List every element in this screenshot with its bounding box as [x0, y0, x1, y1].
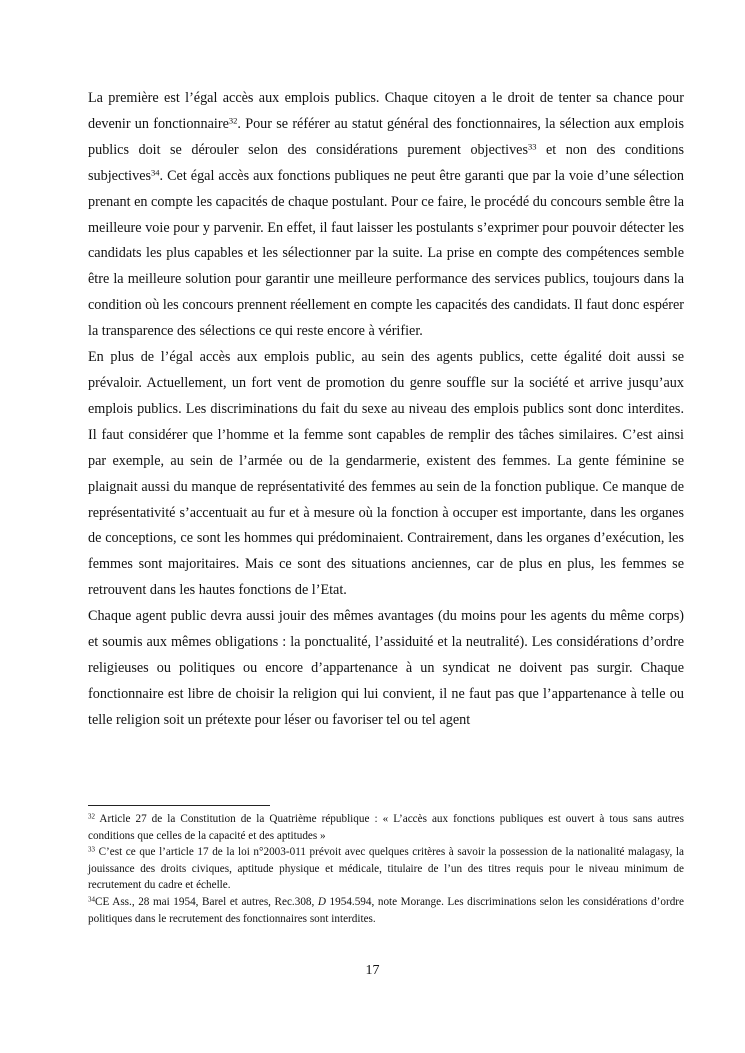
footnote-text-italic: D — [317, 895, 326, 908]
page-number: 17 — [365, 963, 380, 978]
paragraph-1-text-d: . Cet égal accès aux fonctions publiques ne peut être garanti que par la voie d’une sélection prenant en compte les capacités de chaque postulant. Pour ce faire, le procédé du concours semble être la meilleure voie pour y parvenir. En effet, il faut laisser les postulants s’exprimer pour pouvoir détecter les candidats les plus capables et les sélectionner par la suite. La prise en compte des compétences semble être la meilleure solution pour garantir une meilleure performance des services publics, toujours dans la condition où les concours prennent réellement en compte les capacités des candidats. Il faut donc espérer la transparence des sélections ce qui reste encore à vérifier. — [88, 167, 685, 340]
footnote-ref-32[interactable]: 32 — [228, 115, 238, 126]
footnote-ref-33[interactable]: 33 — [527, 141, 537, 152]
paragraph-2: En plus de l’égal accès aux emplois public, au sein des agents publics, cette égalité doit aussi se prévaloir. Actuellement, un fort vent de promotion du genre souffle sur la société et arrive jusqu’aux emplois publics. Les discriminations du fait du sexe au niveau des emplois publics sont donc interdites. Il faut considérer que l’homme et la femme sont capables de remplir des tâches similaires. C’est ainsi par exemple, au sein de l’armée ou de la gendarmerie, existent des femmes. La gente féminine se plaignait aussi du manque de représentativité des femmes au sein de la fonction publique. Ce manque de représentativité s’accentuait au fur et à mesure où la fonction à occuper est importante, dans les organes de conceptions, ce sont les hommes qui prédominaient. Contrairement, dans les organes d’exécution, les femmes sont majoritaires. Mais ce sont des situations anciennes, car de plus en plus, les femmes se retrouvent dans les hautes fonctions de l’Etat. — [88, 349, 684, 599]
paragraph-1-text-a: La première est l’égal accès aux emplois publics. Chaque citoyen a le droit de tenter sa chance pour devenir un fonctionnaire — [88, 90, 684, 132]
paragraph-1-text-c: et non des conditions subjectives — [88, 141, 684, 184]
footnote-33 — [88, 844, 684, 894]
paragraph-3: Chaque agent public devra aussi jouir des mêmes avantages (du moins pour les agents du même corps) et soumis aux mêmes obligations : la ponctualité, l’assiduité et la neutralité). Les considérations d’ordre religieuses ou politiques ou encore d’appartenance à un syndicat ne doivent pas surgir. Chaque fonctionnaire est libre de choisir la religion qui lui convient, il ne faut pas que l’appartenance à telle ou telle religion soit un prétexte pour léser ou favoriser tel ou tel agent — [88, 608, 684, 728]
footnote-separator — [88, 805, 270, 806]
body-text — [88, 86, 684, 734]
footnote-text: C’est ce que l’article 17 de la loi n°2003-011 prévoit avec quelques critères à savoir la possession de la nationalité malagasy, la jouissance des droits civiques, aptitude physique et médicale, titulaire de l’un des titres requis pour le niveau minimum de recrutement du cadre et échelle. — [88, 846, 684, 892]
footnote-number: 32 — [88, 812, 95, 821]
footnotes — [88, 811, 684, 927]
footnote-text-b: 1954.594, note Morange. Les discriminations selon les considérations d’ordre politiques dans le recrutement des fonctionnaires sont interdites. — [88, 895, 684, 925]
footnote-text-a: CE Ass., 28 mai 1954, Barel et autres, Rec.308, — [95, 895, 318, 908]
footnote-text: Article 27 de la Constitution de la Quatrième république : « L’accès aux fonctions publiques est ouvert à tous sans autres conditions que celles de la capacité et des aptitudes » — [88, 813, 684, 842]
footnote-32 — [88, 811, 684, 844]
paragraph-1 — [88, 86, 684, 345]
footnote-ref-34[interactable]: 34 — [151, 167, 160, 178]
footnote-number: 34 — [88, 895, 95, 904]
footnote-number: 33 — [88, 845, 95, 854]
paragraph-1-text-b: . Pour se référer au statut général des fonctionnaires, la sélection aux emplois publics doit se dérouler selon des considérations purement objectives — [88, 115, 684, 158]
footnote-34 — [88, 894, 684, 927]
